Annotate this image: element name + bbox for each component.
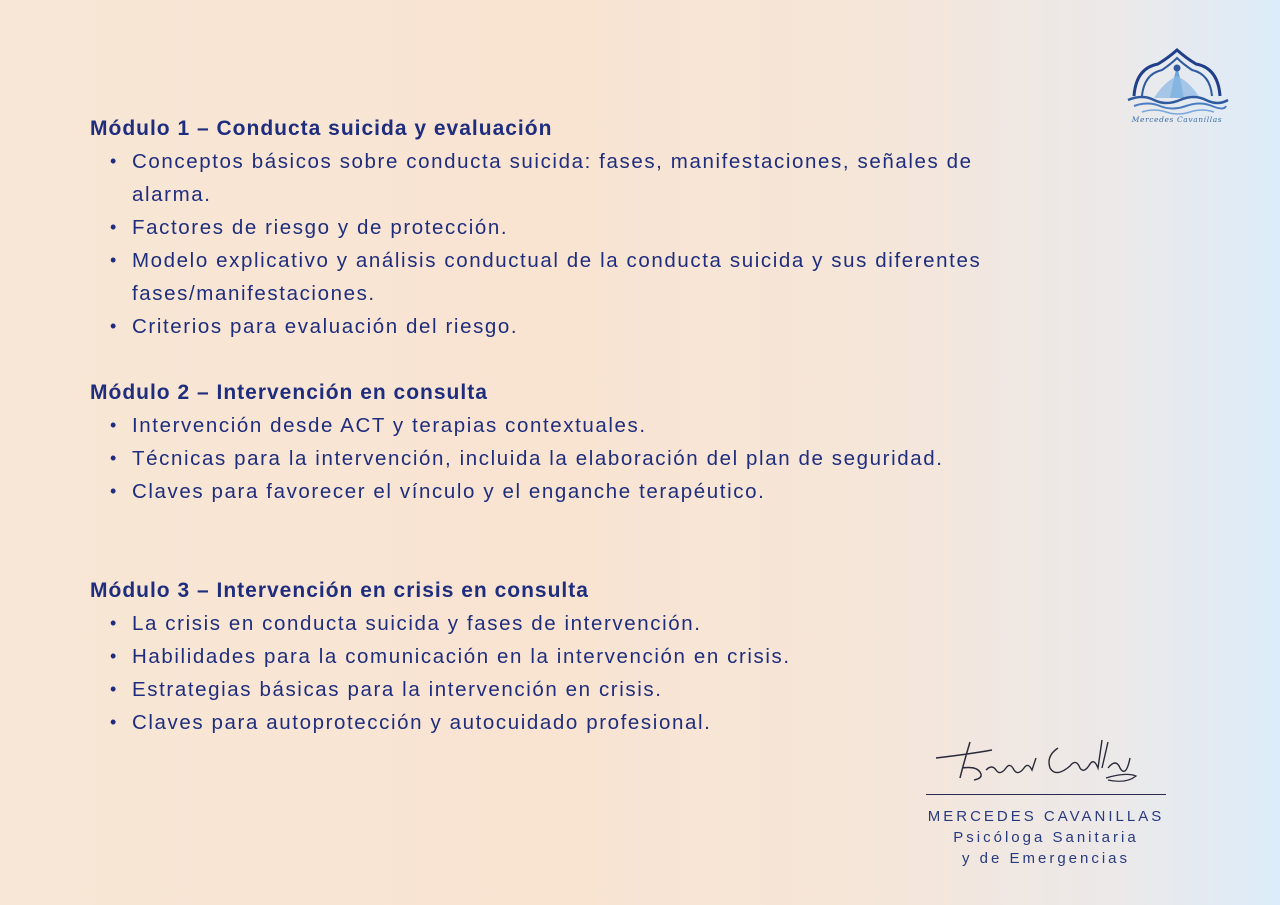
course-content bbox=[90, 112, 1090, 739]
list-item: • Modelo explicativo y análisis conductual de la conducta suicida y sus diferentes fases/manifestaciones. bbox=[90, 244, 1090, 310]
module-2 bbox=[90, 376, 1090, 508]
module-2-list bbox=[90, 409, 1090, 508]
logo-caption: Mercedes Cavanillas bbox=[1131, 115, 1223, 124]
list-item: • Factores de riesgo y de protección. bbox=[90, 211, 1090, 244]
list-item: • Técnicas para la intervención, incluida la elaboración del plan de seguridad. bbox=[90, 442, 1090, 475]
list-item: • La crisis en conducta suicida y fases de intervención. bbox=[90, 607, 1090, 640]
list-item: • Estrategias básicas para la intervención en crisis. bbox=[90, 673, 1090, 706]
module-3-title: Módulo 3 – Intervención en crisis en consulta bbox=[90, 579, 589, 602]
list-item: • Conceptos básicos sobre conducta suicida: fases, manifestaciones, señales de alarma. bbox=[90, 145, 1090, 211]
signer-role-line2: y de Emergencias bbox=[961, 850, 1131, 867]
signer-role-line1: Psicóloga Sanitaria bbox=[953, 829, 1139, 846]
list-item: • Intervención desde ACT y terapias contextuales. bbox=[90, 409, 1090, 442]
list-item: • Claves para favorecer el vínculo y el enganche terapéutico. bbox=[90, 475, 1090, 508]
module-3-list bbox=[90, 607, 1090, 739]
module-3 bbox=[90, 574, 1090, 739]
list-item: • Claves para autoprotección y autocuidado profesional. bbox=[90, 706, 1090, 739]
signature-line bbox=[926, 794, 1166, 795]
module-1-title: Módulo 1 – Conducta suicida y evaluación bbox=[90, 117, 553, 140]
module-2-title: Módulo 2 – Intervención en consulta bbox=[90, 381, 488, 404]
list-item: • Habilidades para la comunicación en la intervención en crisis. bbox=[90, 640, 1090, 673]
list-item: • Criterios para evaluación del riesgo. bbox=[90, 310, 1090, 343]
module-1-list bbox=[90, 145, 1090, 343]
signature-block bbox=[906, 806, 1186, 869]
handwritten-signature bbox=[930, 728, 1150, 792]
signer-name: MERCEDES CAVANILLAS bbox=[927, 808, 1165, 825]
module-1 bbox=[90, 112, 1090, 343]
